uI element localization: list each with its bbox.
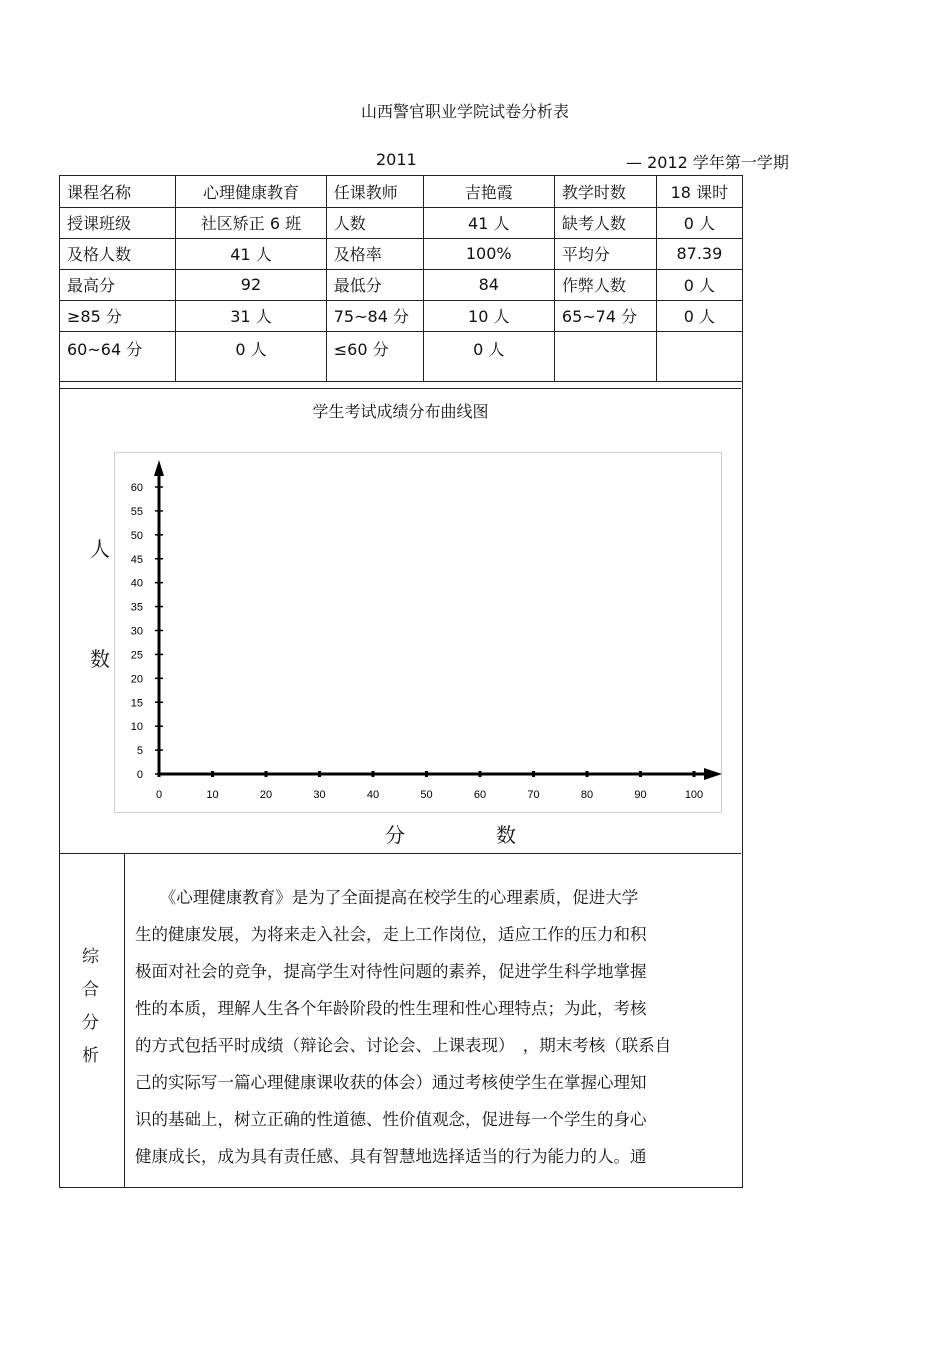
y-tick-label: 50 [130, 529, 143, 542]
band-65-74-value: 0 人 [656, 300, 742, 331]
band-75-84-label: 75~84 分 [326, 300, 423, 331]
y-axis-arrow [154, 460, 164, 476]
y-tick-label: 20 [130, 673, 143, 686]
empty-cell [554, 331, 656, 381]
x-tick-label: 0 [155, 789, 163, 801]
max-score-value: 92 [176, 269, 327, 300]
band-below-60-label: ≤60 分 [326, 331, 423, 381]
x-axis-arrow [704, 768, 722, 780]
x-tick-label: 50 [420, 789, 433, 801]
band-65-74-label: 65~74 分 [554, 300, 656, 331]
band-85-value: 31 人 [176, 300, 327, 331]
course-name-label: 课程名称 [60, 176, 176, 207]
class-label: 授课班级 [60, 207, 176, 238]
class-value: 社区矫正 6 班 [176, 207, 327, 238]
band-85-label: ≥85 分 [60, 300, 176, 331]
x-tick-label: 60 [473, 789, 487, 801]
x-axis-label-char: 分 [385, 823, 405, 847]
page-title: 山西警官职业学院试卷分析表 [360, 102, 569, 121]
absent-label: 缺考人数 [554, 207, 656, 238]
x-tick-label: 80 [580, 789, 594, 801]
teaching-hours-value: 18 课时 [656, 176, 742, 207]
teaching-hours-label: 教学时数 [554, 176, 656, 207]
distribution-chart-section [60, 388, 741, 854]
headcount-value: 41 人 [423, 207, 554, 238]
summary-analysis-section [60, 853, 741, 1187]
text-line: 识的基础上，树立正确的性道德、性价值观念，促进每一个学生的身心 [135, 1110, 647, 1129]
chart-title: 学生考试成绩分布曲线图 [312, 402, 489, 421]
average-value: 87.39 [656, 238, 742, 269]
band-75-84-value: 10 人 [423, 300, 554, 331]
y-tick-label: 10 [130, 721, 143, 734]
max-score-label: 最高分 [60, 269, 176, 300]
table-row [60, 176, 742, 207]
headcount-label: 人数 [326, 207, 423, 238]
x-tick-label: 100 [684, 789, 704, 801]
cheating-value: 0 人 [656, 269, 742, 300]
term-end-label: — 2012 学年第一学期 [626, 153, 789, 172]
x-tick-label: 90 [634, 789, 647, 801]
table-row [60, 269, 742, 300]
table-row [60, 331, 742, 381]
y-tick-label: 60 [130, 482, 143, 494]
x-tick-label: 30 [313, 789, 326, 801]
analysis-sheet [59, 175, 743, 1188]
y-tick-label: 15 [130, 697, 143, 710]
passed-value: 41 人 [176, 238, 327, 269]
pass-rate-value: 100% [423, 238, 554, 269]
absent-value: 0 人 [656, 207, 742, 238]
y-axis-label-char: 数 [90, 647, 110, 671]
label-char: 分 [82, 1013, 99, 1033]
x-tick-label: 40 [366, 789, 380, 801]
y-tick-label: 35 [130, 601, 143, 614]
label-char: 综 [82, 947, 99, 967]
table-row [60, 207, 742, 238]
plot-frame [115, 453, 722, 813]
text-line: 性的本质，理解人生各个年龄阶段的性生理和性心理特点；为此，考核 [135, 999, 647, 1018]
label-char: 合 [82, 980, 99, 1000]
x-tick-label: 20 [259, 789, 273, 801]
cheating-label: 作弊人数 [554, 269, 656, 300]
pass-rate-label: 及格率 [326, 238, 423, 269]
x-axis-label-char: 数 [496, 823, 516, 847]
y-tick-label: 5 [136, 745, 143, 758]
text-line: 健康成长，成为具有责任感、具有智慧地选择适当的行为能力的人。通 [135, 1147, 647, 1166]
y-tick-label: 30 [130, 625, 143, 638]
text-line: 的方式包括平时成绩（辩论会、讨论会、上课表现） ，期末考核（联系自 [135, 1036, 672, 1055]
y-tick-label: 55 [130, 505, 143, 518]
empty-cell [656, 331, 742, 381]
table-row [60, 300, 742, 331]
text-line: 《心理健康教育》是为了全面提高在校学生的心理素质，促进大学 [135, 888, 639, 907]
text-line: 己的实际写一篇心理健康课收获的体会）通过考核使学生在掌握心理知 [135, 1073, 647, 1092]
min-score-label: 最低分 [326, 269, 423, 300]
min-score-value: 84 [423, 269, 554, 300]
text-line: 极面对社会的竞争，提高学生对待性问题的素养，促进学生科学地掌握 [135, 962, 647, 981]
term-start-year: 2011 [376, 150, 417, 169]
x-tick-label: 10 [206, 789, 219, 801]
text-line: 生的健康发展，为将来走入社会，走上工作岗位，适应工作的压力和积 [135, 925, 647, 944]
teacher-value: 吉艳霞 [423, 176, 554, 207]
y-tick-label: 25 [130, 649, 143, 662]
x-tick-label: 70 [527, 789, 540, 801]
summary-analysis-label [60, 854, 125, 1187]
distribution-chart [114, 452, 724, 815]
y-tick-label: 0 [136, 769, 143, 781]
average-label: 平均分 [554, 238, 656, 269]
teacher-label: 任课教师 [326, 176, 423, 207]
band-below-60-value: 0 人 [423, 331, 554, 381]
band-60-64-value: 0 人 [176, 331, 327, 381]
label-char: 析 [82, 1046, 99, 1066]
course-info-table [60, 176, 742, 382]
table-row [60, 238, 742, 269]
y-axis-label-char: 人 [90, 537, 110, 561]
passed-label: 及格人数 [60, 238, 176, 269]
course-name-value: 心理健康教育 [176, 176, 327, 207]
band-60-64-label: 60~64 分 [60, 331, 176, 381]
y-tick-label: 45 [130, 553, 143, 566]
y-tick-label: 40 [130, 577, 143, 590]
summary-analysis-text [135, 879, 745, 1175]
